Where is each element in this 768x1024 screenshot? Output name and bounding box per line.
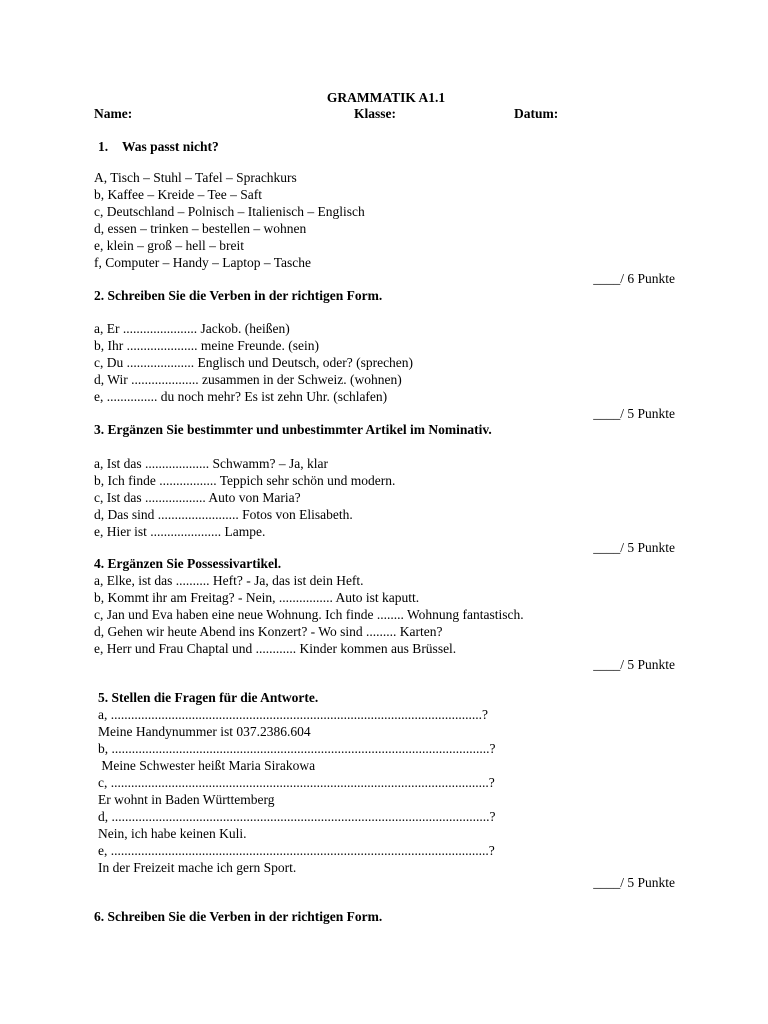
list-item: A, Tisch – Stuhl – Tafel – Sprachkurs	[94, 170, 297, 185]
list-item: a, Er ...................... Jackob. (heißen)	[94, 321, 290, 336]
question-blank: d, ................................................................................................................?	[98, 809, 496, 824]
list-item: d, Gehen wir heute Abend ins Konzert? - Wo sind ......... Karten?	[94, 624, 443, 639]
list-item: a, Elke, ist das .......... Heft? - Ja, das ist dein Heft.	[94, 573, 364, 588]
section-2-score: ____/ 5 Punkte	[593, 406, 675, 421]
section-4-list	[94, 572, 694, 657]
list-item: e, klein – groß – hell – breit	[94, 238, 244, 253]
answer-text: Er wohnt in Baden Württemberg	[98, 792, 275, 807]
datum-label: Datum:	[514, 106, 559, 121]
section-5-score: ____/ 5 Punkte	[593, 875, 675, 890]
list-item: b, Ich finde ................. Teppich sehr schön und modern.	[94, 473, 396, 488]
section-1-score: ____/ 6 Punkte	[593, 271, 675, 286]
section-3-heading: 3. Ergänzen Sie bestimmter und unbestimmter Artikel im Nominativ.	[94, 422, 492, 437]
section-3-score: ____/ 5 Punkte	[593, 540, 675, 555]
section-1-title: Was passt nicht?	[122, 139, 219, 154]
section-4-score: ____/ 5 Punkte	[593, 657, 675, 672]
section-1-heading	[98, 138, 219, 155]
answer-text: Nein, ich habe keinen Kuli.	[98, 826, 247, 841]
name-label: Name:	[94, 106, 133, 121]
list-item: b, Kommt ihr am Freitag? - Nein, ................ Auto ist kaputt.	[94, 590, 420, 605]
page-title: GRAMMATIK A1.1	[326, 90, 446, 105]
list-item: d, essen – trinken – bestellen – wohnen	[94, 221, 307, 236]
section-4-heading: 4. Ergänzen Sie Possessivartikel.	[94, 556, 282, 571]
question-blank: b, ................................................................................................................?	[98, 741, 496, 756]
list-item: a, Ist das ................... Schwamm? – Ja, klar	[94, 456, 328, 471]
list-item: d, Wir .................... zusammen in der Schweiz. (wohnen)	[94, 372, 402, 387]
list-item: f, Computer – Handy – Laptop – Tasche	[94, 255, 312, 270]
list-item: b, Ihr ..................... meine Freunde. (sein)	[94, 338, 319, 353]
section-5-heading: 5. Stellen die Fragen für die Antworte.	[98, 690, 319, 705]
question-blank: e, ................................................................................................................?	[98, 843, 495, 858]
section-2-list	[94, 320, 694, 405]
section-3-list	[94, 455, 694, 540]
section-5-list	[98, 706, 698, 876]
list-item: c, Jan und Eva haben eine neue Wohnung. Ich finde ........ Wohnung fantastisch.	[94, 607, 524, 622]
klasse-label: Klasse:	[354, 106, 396, 121]
question-blank: c, ................................................................................................................?	[98, 775, 495, 790]
answer-text: Meine Schwester heißt Maria Sirakowa	[98, 758, 316, 773]
list-item: e, Herr und Frau Chaptal und ............ Kinder kommen aus Brüssel.	[94, 641, 457, 656]
list-item: e, ............... du noch mehr? Es ist zehn Uhr. (schlafen)	[94, 389, 388, 404]
section-1-list	[94, 169, 694, 271]
answer-text: Meine Handynummer ist 037.2386.604	[98, 724, 311, 739]
section-2-heading: 2. Schreiben Sie die Verben in der richtigen Form.	[94, 288, 383, 303]
list-item: b, Kaffee – Kreide – Tee – Saft	[94, 187, 262, 202]
list-item: c, Ist das .................. Auto von Maria?	[94, 490, 301, 505]
question-blank: a, ..............................................................................................................?	[98, 707, 488, 722]
answer-text: In der Freizeit mache ich gern Sport.	[98, 860, 297, 875]
list-item: c, Deutschland – Polnisch – Italienisch – Englisch	[94, 204, 365, 219]
list-item: e, Hier ist ..................... Lampe.	[94, 524, 266, 539]
list-item: c, Du .................... Englisch und Deutsch, oder? (sprechen)	[94, 355, 414, 370]
section-1-number: 1.	[98, 139, 109, 154]
section-6-heading: 6. Schreiben Sie die Verben in der richtigen Form.	[94, 909, 383, 924]
list-item: d, Das sind ........................ Fotos von Elisabeth.	[94, 507, 353, 522]
